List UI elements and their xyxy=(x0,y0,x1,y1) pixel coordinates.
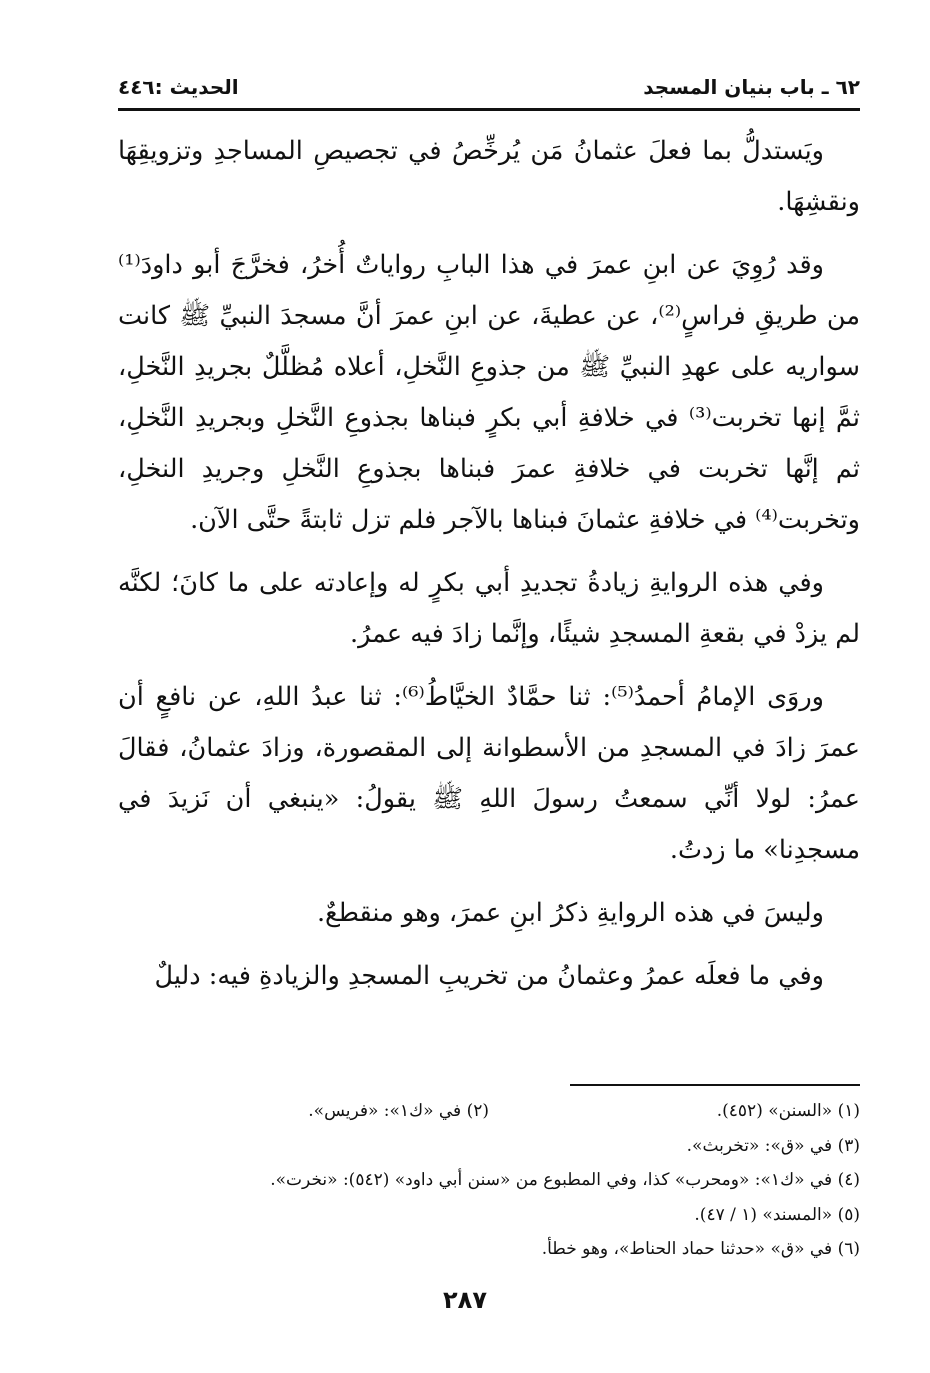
paragraph: وليسَ في هذه الروايةِ ذكرُ ابنِ عمرَ، وهو منقطعٌ. xyxy=(316,898,824,928)
footnotes xyxy=(118,1094,860,1267)
paragraph: وروَى الإمامُ أحمدُ⁽⁵⁾: ثنا حمَّادٌ الخيَّاطُ⁽⁶⁾: ثنا عبدُ اللهِ، عن نافعٍ أن عمرَ زادَ في المسجدِ من الأسطوانة إلى المقصورة، وزادَ عثمانُ، فقالَ عمرُ: لولا أنِّي سمعتُ رسولَ اللهِ ﷺ يقولُ: «ينبغي أن نَزيدَ في مسجدِنا» ما زدتُ. xyxy=(118,682,860,865)
footnote-2: (٢) في «ك١»: «فريس». xyxy=(308,1101,489,1121)
hadith-number: الحديث :٤٤٦ xyxy=(118,75,239,99)
page-number: ٢٨٧ xyxy=(443,1286,487,1314)
header-rule xyxy=(118,108,860,111)
footnote-row xyxy=(118,1094,860,1129)
paragraph: ويَستدلُّ بما فعلَ عثمانُ مَن يُرخِّصُ في تجصيصِ المساجدِ وتزويقِهَا ونقشِهَا. xyxy=(118,136,860,217)
paragraph: وفي هذه الروايةِ زيادةُ تجديدِ أبي بكرٍ له وإعادته على ما كانَ؛ لكنَّه لم يزدْ في بقعةِ المسجدِ شيئًا، وإنَّما زادَ فيه عمرُ. xyxy=(118,568,860,649)
footnote-4: (٤) في «ك١»: «ومحرب» كذا، وفي المطبوع من «سنن أبي داود» (٥٤٢): «نخرت». xyxy=(270,1170,860,1190)
main-text xyxy=(118,126,860,1014)
footnote-5: (٥) «المسند» (١ / ٤٧). xyxy=(694,1204,860,1225)
running-header xyxy=(118,70,860,104)
paragraph: وفي ما فعلَه عمرُ وعثمانُ من تخريبِ المسجدِ والزيادةِ فيه: دليلٌ xyxy=(154,961,824,991)
chapter-title: ٦٢ ـ باب بنيان المسجد xyxy=(643,75,860,99)
footnote-3: (٣) في «ق»: «تخربث». xyxy=(686,1135,860,1156)
footnote-rule xyxy=(570,1084,860,1086)
footnote-6: (٦) في «ق» «حدثنا حماد الحناط»، وهو خطأ. xyxy=(541,1239,860,1259)
paragraph: وقد رُوِيَ عن ابنِ عمرَ في هذا البابِ رواياتٌ أُخرُ، فخرَّجَ أبو داودَ⁽¹⁾ من طريقِ فراسٍ⁽²⁾، عن عطيةَ، عن ابنِ عمرَ أنَّ مسجدَ النبيِّ ﷺ كانت سواريه على عهدِ النبيِّ ﷺ من جذوعِ النَّخلِ، أعلاه مُظلَّلٌ بجريدِ النَّخلِ، ثمَّ إنها تخربت⁽³⁾ في خلافةِ أبي بكرٍ فبناها بجذوعِ النَّخلِ وبجريدِ النَّخلِ، ثم إنَّها تخربت في خلافةِ عمرَ فبناها بجذوعِ النَّخلِ وجريدِ النخلِ، وتخربت⁽⁴⁾ في خلافةِ عثمانَ فبناها بالآجر فلم تزل ثابتةً حتَّى الآن. xyxy=(118,250,860,535)
footnote-1: (١) «السنن» (٤٥٢). xyxy=(716,1101,860,1121)
